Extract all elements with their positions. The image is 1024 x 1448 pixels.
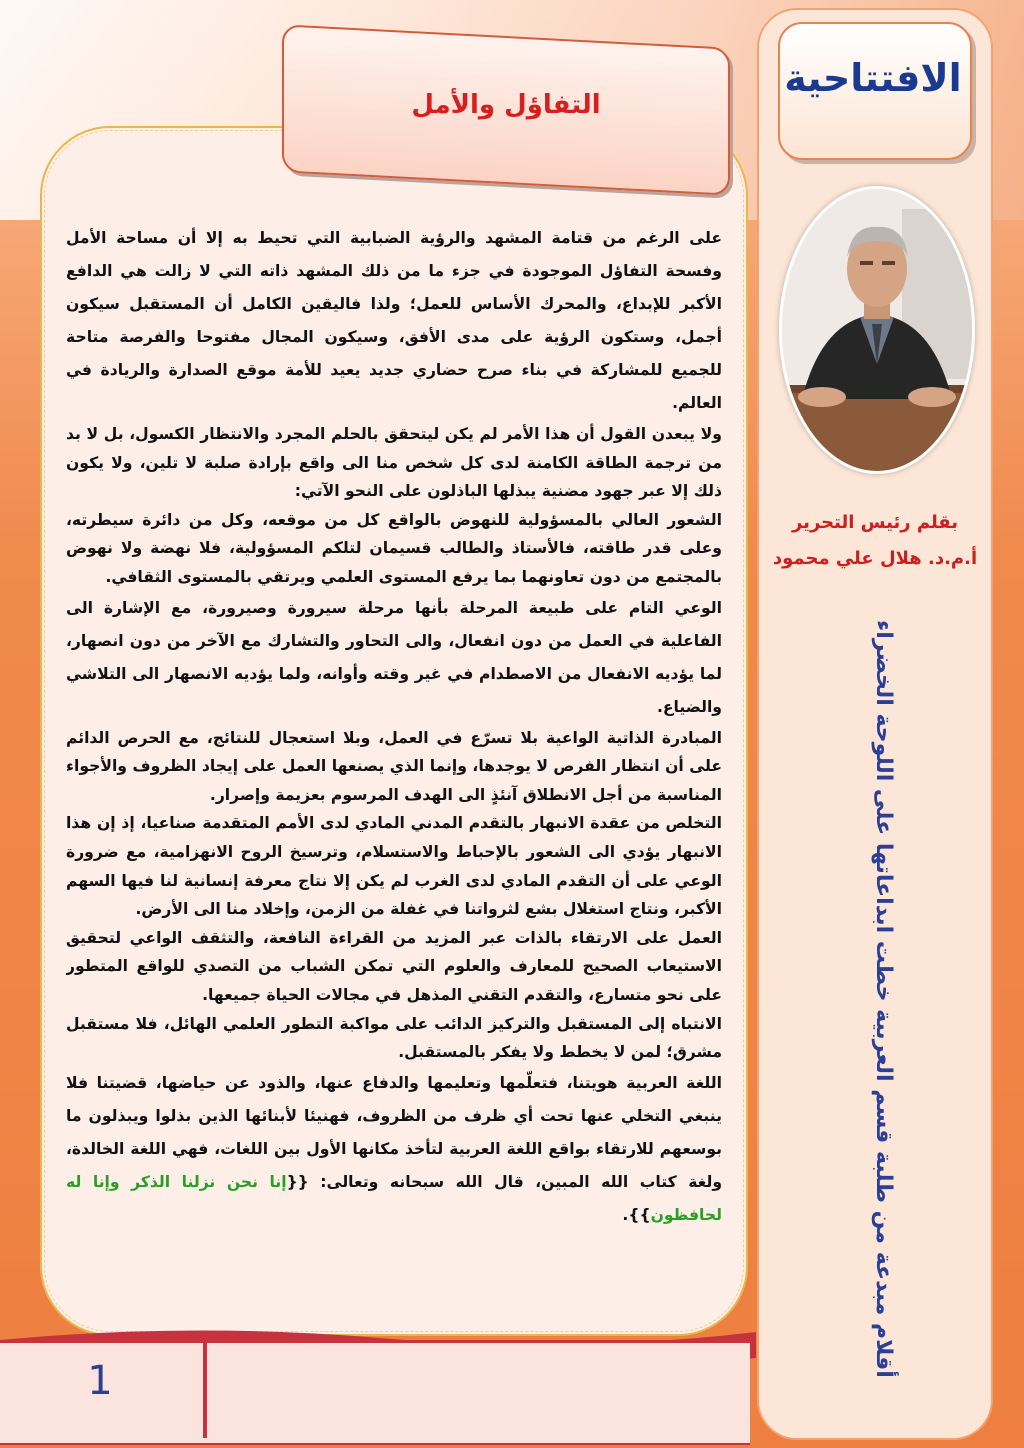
section-title: الافتتاحية xyxy=(784,56,962,100)
paragraph: العمل على الارتقاء بالذات عبر المزيد من القراءة النافعة، والتثقف الواعي لتحقيق الاستيعاب الصحيح للمعارف والعلوم التي تمكن الشباب من التصدي للواقع المتطور على نحو متسارع، والتقدم التقني المذهل في مجالات الحياة جميعها. xyxy=(66,928,722,1004)
article-body xyxy=(66,222,722,1312)
footer-divider xyxy=(203,1342,207,1438)
paragraph: الانتباه إلى المستقبل والتركيز الدائب على مواكبة التطور العلمي الهائل، فلا مستقبل مشرق؛ لمن لا يخطط ولا يفكر بالمستقبل. xyxy=(66,1014,722,1062)
quran-quote: إنا نحن نزلنا الذكر وإنا له لحافظون xyxy=(66,1172,722,1224)
paragraph: التخلص من عقدة الانبهار بالتقدم المدني المادي لدى الأمم المتقدمة صناعيا، إذ إن هذا الانبهار يؤدي الى الشعور بالإحباط والاستسلام، وترسيخ الروح الانهزامية، مع ضرورة الوعي على أن التقدم المادي لدى الغرب لم يكن إلا نتاج معرفة إنسانية لنا فيها السهم الأكبر، ونتاج استغلال بشع لثرواتنا في غفلة من الزمن، وإخلاد منا الى الأرض. xyxy=(66,814,722,919)
paragraph: على الرغم من قتامة المشهد والرؤية الضبابية التي تحيط به إلا أن مساحة الأمل وفسحة التفاؤل الموجودة في جزء ما من ذلك المشهد ذاته التي لا زالت هي الدافع الأكبر للإبداع، والمحرك الأساس للعمل؛ ولذا فاليقين الكامل أن المستقبل سيكون أجمل، وستكون الرؤية على مدى الأفق، وسيكون المجال مفتوحا والفرصة متاحة للجميع للمشاركة في بناء صرح حضاري جديد يعيد للأمة موقع الصدارة والريادة في العالم. xyxy=(66,229,722,412)
paragraph: المبادرة الذاتية الواعية بلا تسرّع في العمل، وبلا استعجال للنتائج، مع الحرص الدائم على أن انتظار الفرص لا يوجدها، وإنما الذي يصنعها العمل على إيجاد الظروف والأجواء المناسبة من أجل الانطلاق آنئذٍ الى الهدف المرسوم بعزيمة وإصرار. xyxy=(66,728,722,804)
author-photo xyxy=(779,186,975,474)
author-byline: بقلم رئيس التحرير xyxy=(791,512,959,533)
quote-end: }}. xyxy=(622,1205,651,1224)
author-portrait-illustration xyxy=(782,189,972,471)
paragraph-text: اللغة العربية هويتنا، فتعلّمها وتعليمها والدفاع عنها، والذود عن حياضها، قضيتنا فلا ينبغي التخلي عنها تحت أي ظرف من الظروف، فهنيئا لأبنائها الذين بذلوا ويبذلون ما بوسعهم للارتقاء بواقع اللغة العربية لتأخذ مكانها الأول بين اللغات، فهي اللغة الخالدة، ولغة كتاب الله المبين، قال الله سبحانه وتعالى: {{ xyxy=(66,1073,722,1191)
paragraph-last xyxy=(66,1067,722,1232)
paragraph: الشعور العالي بالمسؤولية للنهوض بالواقع كل من موقعه، وكل من دائرة سيطرته، وعلى قدر طاقته، فالأستاذ والطالب قسيمان لتلكم المسؤولية، فلا نهضة ولا نهوض بالمجتمع من دون تعاونهما بما يرفع المستوى العلمي ويرتقي بالمستوى الثقافي. xyxy=(66,510,722,586)
paragraph: ولا يبعدن القول أن هذا الأمر لم يكن ليتحقق بالحلم المجرد والانتظار الكسول، بل لا بد من ترجمة الطاقة الكامنة لدى كل شخص منا الى واقع بإرادة صلبة لا تلين، ولا يكون ذلك إلا عبر جهود مضنية يبذلها الباذلون على النحو الآتي: xyxy=(66,425,722,501)
paragraph: الوعي التام على طبيعة المرحلة بأنها مرحلة سيرورة وصيرورة، مع الإشارة الى الفاعلية في العمل من دون انفعال، والى التحاور والتشارك مع الآخر من دون انصهار، لما يؤديه الانفعال من الاصطدام في غير وقته وأوانه، ولما يؤديه الانصهار الى التلاشي والضياع. xyxy=(66,598,722,716)
page-number: 1 xyxy=(87,1358,113,1404)
author-name: أ.م.د. هلال علي محمود xyxy=(772,548,978,569)
article-title: التفاؤل والأمل xyxy=(411,90,601,120)
vertical-slogan: أقلام مبدعة من طلبة قسم العربية خطت ابداعاتها على اللوحة الخضراء xyxy=(871,620,896,1378)
